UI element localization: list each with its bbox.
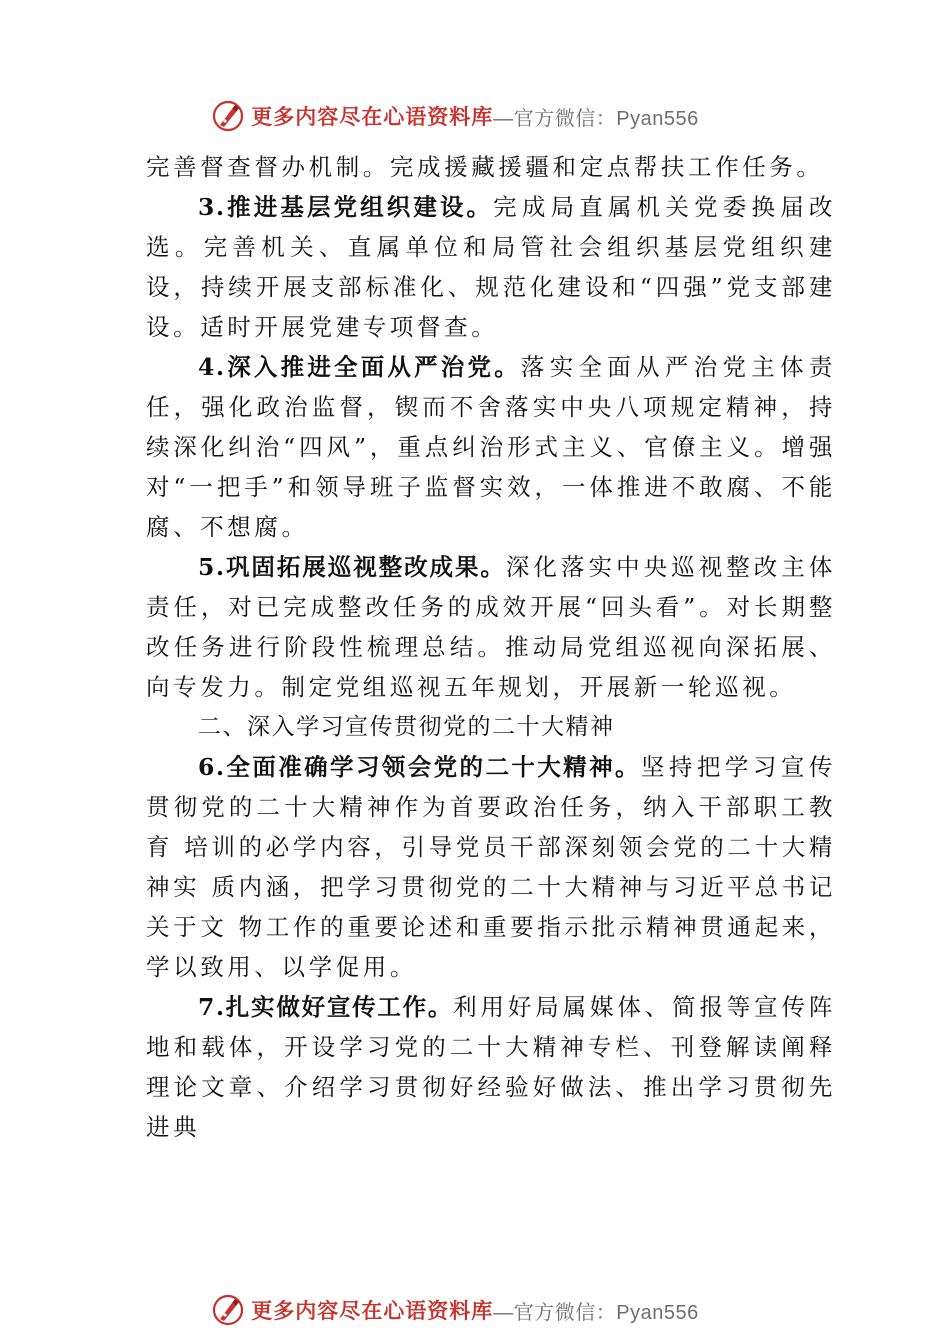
- pen-nib-circle-logo-icon: [211, 1293, 245, 1327]
- paragraph-item-6: [146, 747, 836, 987]
- item-7-title: 7.扎实做好宣传工作。: [198, 993, 454, 1021]
- item-5-title: 5.巩固拓展巡视整改成果。: [198, 553, 506, 581]
- footer-watermark: [0, 1290, 950, 1330]
- header-watermark: [0, 96, 950, 136]
- paragraph-item-7: [146, 987, 836, 1147]
- watermark-red-text: 更多内容尽在心语资料库: [251, 1299, 494, 1323]
- item-4-body: 落实全面从严治党主体责任，强化政治监督，锲而不舍落实中央八项规定精神，持续深化纠治“四风”，重点纠治形式主义、官僚主义。增强对“一把手”和领导班子监督实效，一体推进不敢腐、不能腐、不想腐。: [146, 353, 836, 541]
- watermark-gray-text: —官方微信：Pyan556: [493, 107, 699, 130]
- section-heading-2: 二、深入学习宣传贯彻党的二十大精神: [198, 714, 615, 740]
- watermark-gray-text: —官方微信：Pyan556: [493, 1301, 699, 1324]
- document-body: [146, 147, 836, 1147]
- paragraph-item-5: [146, 547, 836, 707]
- item-3-body: 完成局直属机关党委换届改选。完善机关、直属单位和局管社会组织基层党组织建设，持续开展支部标准化、规范化建设和“四强”党支部建设。适时开展党建专项督查。: [146, 193, 836, 341]
- pen-nib-circle-logo-icon: [211, 99, 245, 133]
- paragraph-item-3: [146, 187, 836, 347]
- item-3-title: 3.推进基层党组织建设。: [198, 193, 494, 221]
- watermark-red-text: 更多内容尽在心语资料库: [251, 105, 494, 129]
- item-6-title: 6.全面准确学习领会党的二十大精神。: [198, 753, 641, 781]
- item-4-title: 4.深入推进全面从严治党。: [198, 353, 521, 381]
- item-5-body: 深化落实中央巡视整改主体责任，对已完成整改任务的成效开展“回头看”。对长期整改任务进行阶段性梳理总结。推动局党组巡视向深拓展、向专发力。制定党组巡视五年规划，开展新一轮巡视。: [146, 553, 836, 701]
- item-7-body: 利用好局属媒体、简报等宣传阵地和载体，开设学习党的二十大精神专栏、刊登解读阐释理论文章、介绍学习贯彻好经验好做法、推出学习贯彻先进典: [146, 993, 836, 1141]
- paragraph-continuation: 完善督查督办机制。完成援藏援疆和定点帮扶工作任务。: [146, 153, 824, 181]
- item-6-body: 坚持把学习宣传贯彻党的二十大精神作为首要政治任务，纳入干部职工教育 培训的必学内容，引导党员干部深刻领会党的二十大精神实 质内涵，把学习贯彻党的二十大精神与习近平总书记关于文 物工作的重要论述和重要指示批示精神贯通起来，学以致用、以学促用。: [146, 753, 836, 981]
- paragraph-item-4: [146, 347, 836, 547]
